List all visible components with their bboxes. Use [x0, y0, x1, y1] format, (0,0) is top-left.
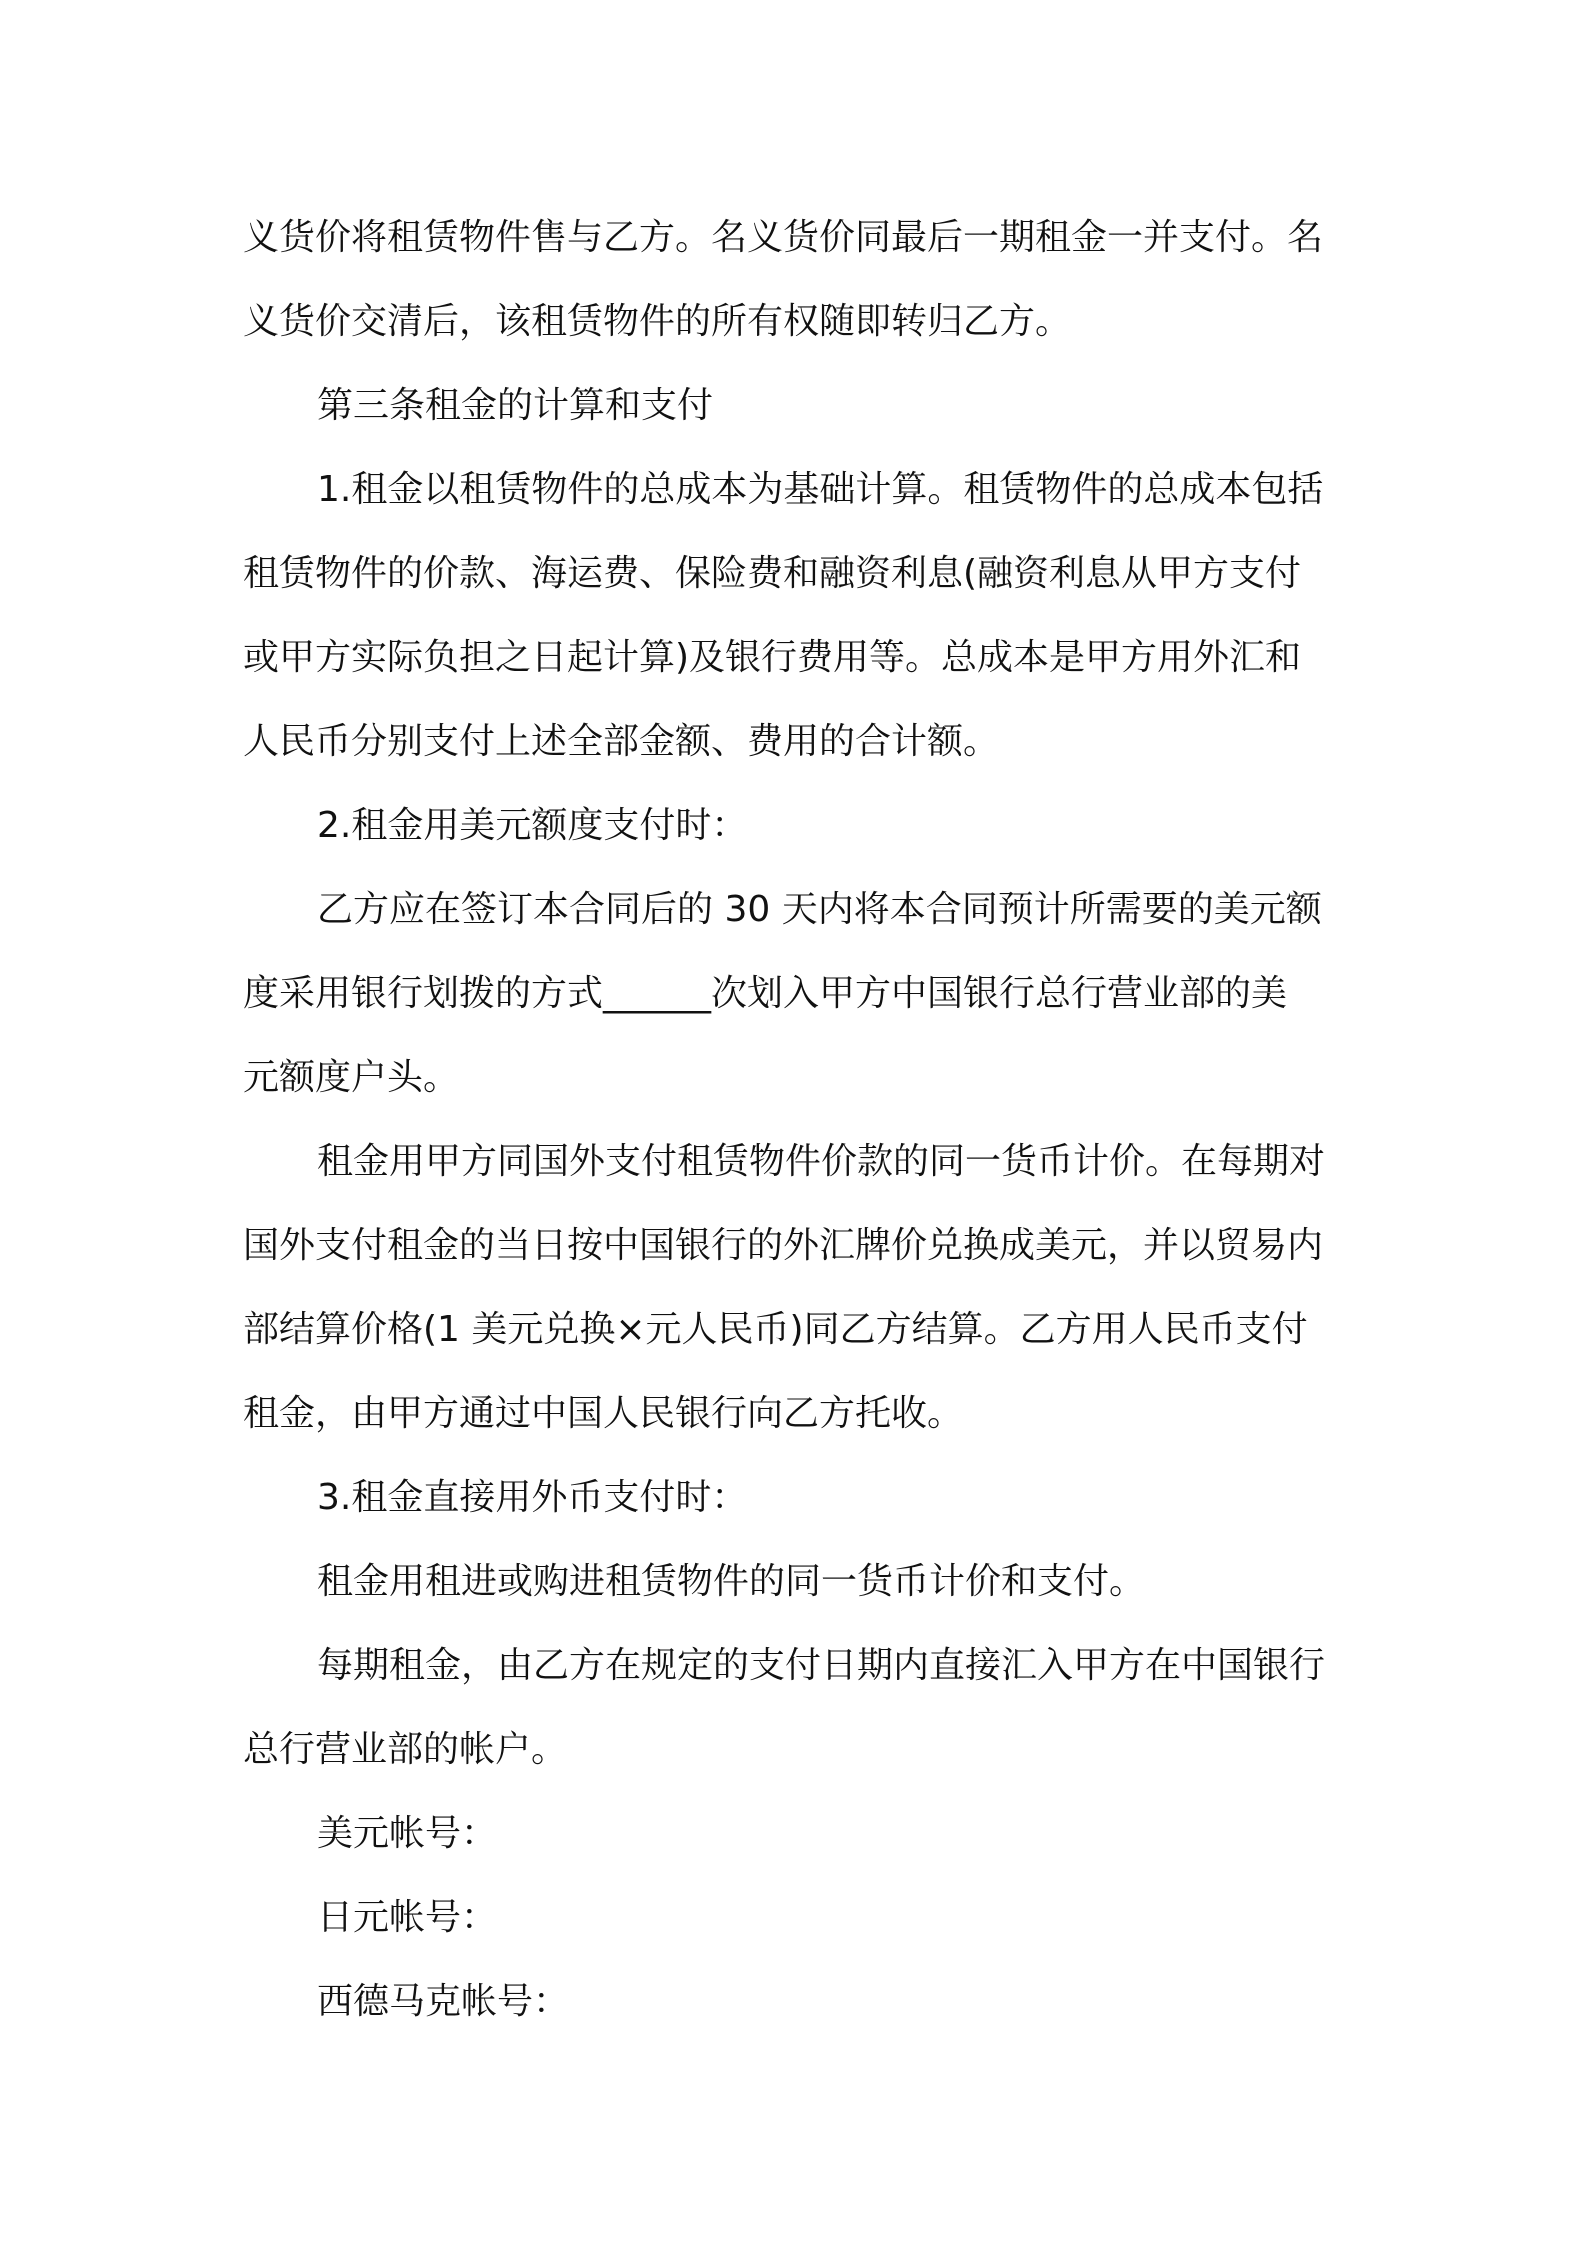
text-line: 部结算价格(1 美元兑换×元人民币)同乙方结算。乙方用人民币支付: [243, 1309, 1308, 1350]
text-line: 义货价交清后，该租赁物件的所有权随即转归乙方。: [243, 301, 1072, 342]
text-line: 或甲方实际负担之日起计算)及银行费用等。总成本是甲方用外汇和: [243, 637, 1302, 678]
text-line: 租赁物件的价款、海运费、保险费和融资利息(融资利息从甲方支付: [243, 553, 1302, 594]
text-line: 元额度户头。: [243, 1057, 460, 1098]
text-line: 2.租金用美元额度支付时：: [317, 805, 748, 846]
text-line: 租金，由甲方通过中国人民银行向乙方托收。: [243, 1393, 964, 1434]
text-line: 国外支付租金的当日按中国银行的外汇牌价兑换成美元，并以贸易内: [243, 1225, 1324, 1266]
text-line: 每期租金，由乙方在规定的支付日期内直接汇入甲方在中国银行: [317, 1645, 1326, 1686]
text-line: 3.租金直接用外币支付时：: [317, 1477, 748, 1518]
document-body: [243, 196, 1353, 2044]
text-line: 义货价将租赁物件售与乙方。名义货价同最后一期租金一并支付。名: [243, 217, 1324, 258]
section-heading: 第三条租金的计算和支付: [317, 385, 714, 426]
text-line: 乙方应在签订本合同后的 30 天内将本合同预计所需要的美元额: [317, 889, 1322, 930]
account-usd-label: 美元帐号：: [317, 1813, 498, 1854]
text-line: 租金用甲方同国外支付租赁物件价款的同一货币计价。在每期对: [317, 1141, 1326, 1182]
text-line: 总行营业部的帐户。: [243, 1729, 568, 1770]
account-jpy-label: 日元帐号：: [317, 1897, 498, 1938]
text-line: 人民币分别支付上述全部金额、费用的合计额。: [243, 721, 1000, 762]
account-dem-label: 西德马克帐号：: [317, 1981, 570, 2022]
text-line: 度采用银行划拨的方式______次划入甲方中国银行总行营业部的美: [243, 973, 1288, 1014]
text-line: 租金用租进或购进租赁物件的同一货币计价和支付。: [317, 1561, 1146, 1602]
text-line: 1.租金以租赁物件的总成本为基础计算。租赁物件的总成本包括: [317, 469, 1324, 510]
